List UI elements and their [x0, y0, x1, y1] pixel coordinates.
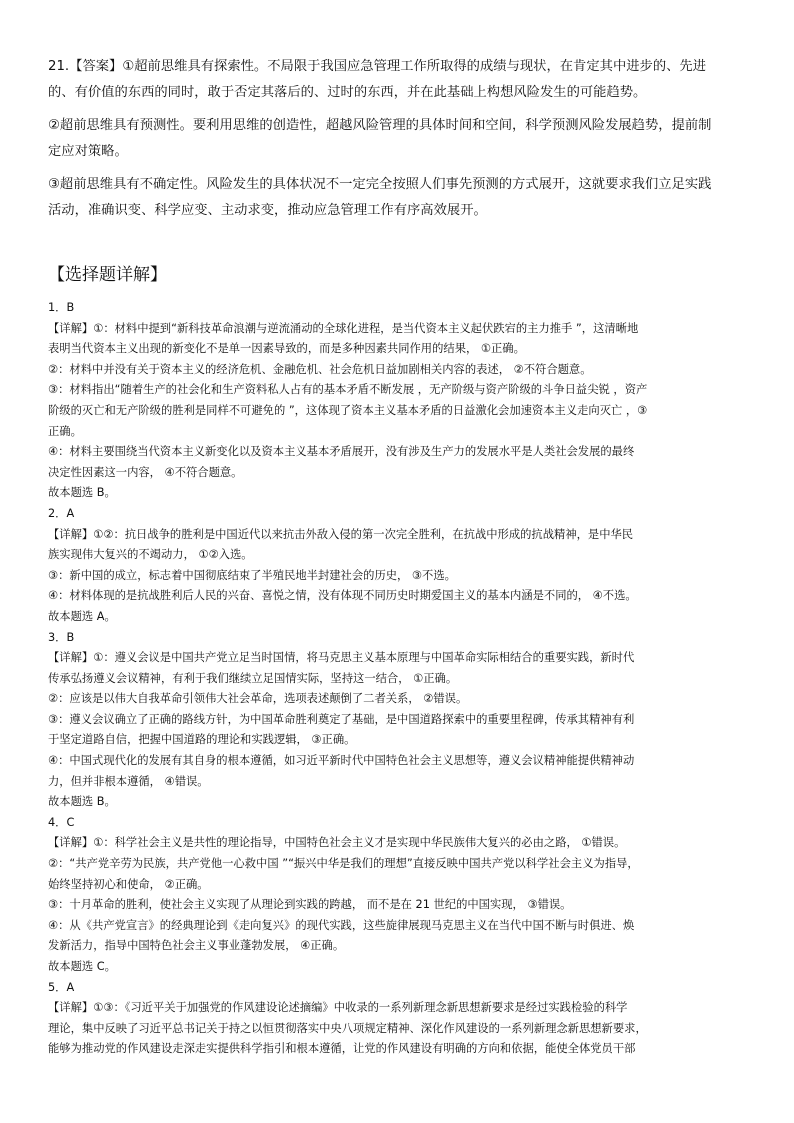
- detail-line: ②：应该是以伟大自我革命引领伟大社会革命，选项表述颠倒了二者关系， ②错误。: [48, 692, 468, 706]
- detail-line: 2．A: [48, 506, 75, 520]
- detail-line: 【详解】①：科学社会主义是共性的理论指导，中国特色社会主义才是实现中华民族伟大复兴的必由之路， ①错误。: [48, 836, 626, 850]
- section-heading: 【选择题详解】: [48, 265, 167, 285]
- detail-line: ④：材料主要围绕当代资本主义新变化以及资本主义基本矛盾展开，没有涉及生产力的发展水平是人类社会发展的最终: [48, 445, 635, 459]
- detail-line: 正确。: [48, 424, 82, 438]
- detail-line: 传承弘扬遵义会议精神，有利于我们继续立足国情实际，坚持这一结合， ①正确。: [48, 671, 458, 685]
- detail-line: 【详解】①③：《习近平关于加强党的作风建设论述摘编》中收录的一系列新理念新思想新要求是经过实践检验的科学: [48, 1001, 628, 1015]
- detail-line: 故本题选 A。: [48, 609, 116, 623]
- detail-line: 【详解】①：遵义会议是中国共产党立足当时国情，将马克思主义基本原理与中国革命实际相结合的重要实践，新时代: [48, 651, 635, 665]
- detail-line: 能够为推动党的作风建设走深走实提供科学指引和根本遵循，让党的作风建设有明确的方向和依据，能使全体党员干部: [48, 1042, 636, 1056]
- detail-line: ③：新中国的成立，标志着中国彻底结束了半殖民地半封建社会的历史， ③不选。: [48, 568, 456, 582]
- detail-line: 1．B: [48, 301, 75, 314]
- detail-line: 【详解】①：材料中提到“新科技革命浪潮与逆流涌动的全球化进程，是当代资本主义起伏跌宕的主力推手 ”，这清晰地: [48, 321, 639, 335]
- detail-line: 故本题选 C。: [48, 960, 116, 973]
- detail-line: ②：“共产党辛劳为民族，共产党他一心救中国 ”“振兴中华是我们的理想”直接反映中国共产党以科学社会主义为指导，: [48, 857, 639, 871]
- answer-21-line: 21.【答案】①超前思维具有探索性。不局限于我国应急管理工作所取得的成绩与现状，在肯定其中进步的、先进: [48, 59, 707, 74]
- detail-line: ④：从《共产党宣言》的经典理论到《走向复兴》的现代实践，这些旋律展现马克思主义在当代中国不断与时俱进、焕: [48, 918, 635, 932]
- detail-line: 3．B: [48, 630, 75, 644]
- detail-line: 表明当代资本主义出现的新变化不是单一因素导致的，而是多种因素共同作用的结果， ①正确。: [48, 342, 525, 356]
- answer-21-line: 活动，准确识变、科学应变、主动求变，推动应急管理工作有序高效展开。: [48, 203, 487, 218]
- answer-21-line: 的、有价值的东西的同时，敢于否定其落后的、过时的东西，并在此基础上构想风险发生的可能趋势。: [48, 85, 647, 100]
- detail-line: 族实现伟大复兴的不竭动力， ①②入选。: [48, 548, 253, 562]
- detail-line: 故本题选 B。: [48, 486, 116, 500]
- detail-line: ④：材料体现的是抗战胜利后人民的兴奋、喜悦之情，没有体现不同历史时期爱国主义的基本内涵是不同的， ④不选。: [48, 589, 637, 603]
- detail-line: 5．A: [48, 980, 75, 994]
- detail-line: 决定性因素这一内容， ④不符合题意。: [48, 465, 243, 479]
- detail-line: ③：十月革命的胜利，使社会主义实现了从理论到实践的跨越， 而不是在 21 世纪的中国实现， ③错误。: [48, 898, 572, 912]
- choice-question-details: [48, 298, 748, 1060]
- detail-line: 【详解】①②：抗日战争的胜利是中国近代以来抗击外敌入侵的第一次完全胜利，在抗战中形成的抗战精神，是中华民: [48, 527, 634, 541]
- answer-21-line: 定应对策略。: [48, 144, 128, 159]
- detail-line: 始终坚持初心和使命， ②正确。: [48, 877, 209, 891]
- detail-line: ③：材料指出“随着生产的社会化和生产资料私人占有的基本矛盾不断发展 ，无产阶级与资产阶级的斗争日益尖锐 ，资产: [48, 383, 648, 397]
- detail-line: 4．C: [48, 815, 75, 829]
- answer-21-line: ②超前思维具有预测性。要利用思维的创造性，超越风险管理的具体时间和空间，科学预测风险发展趋势，提前制: [48, 118, 712, 133]
- answer-21-block: [48, 54, 748, 223]
- detail-line: ③：遵义会议确立了正确的路线方针，为中国革命胜利奠定了基础，是中国道路探索中的重要里程碑，传承其精神有利: [48, 712, 635, 726]
- detail-line: 力，但并非根本遵循， ④错误。: [48, 774, 209, 788]
- answer-21-line: ③超前思维具有不确定性。风险发生的具体状况不一定完全按照人们事先预测的方式展开，这就要求我们立足实践: [48, 177, 712, 192]
- detail-line: 发新活力，指导中国特色社会主义事业蓬勃发展， ④正确。: [48, 939, 345, 953]
- detail-line: ④：中国式现代化的发展有其自身的根本遵循，如习近平新时代中国特色社会主义思想等，遵义会议精神能提供精神动: [48, 754, 635, 768]
- detail-line: 于坚定道路自信，把握中国道路的理论和实践逻辑， ③正确。: [48, 733, 356, 747]
- detail-line: 理论，集中反映了习近平总书记关于持之以恒贯彻落实中央八项规定精神、深化作风建设的一系列新理念新思想新要求，: [48, 1021, 647, 1035]
- detail-line: 阶级的灭亡和无产阶级的胜利是同样不可避免的 ”，这体现了资本主义基本矛盾的日益激化会加速资本主义走向灭亡 ，③: [48, 403, 648, 417]
- detail-line: 故本题选 B。: [48, 795, 116, 809]
- detail-line: ②：材料中并没有关于资本主义的经济危机、金融危机、社会危机日益加剧相关内容的表述， ②不符合题意。: [48, 362, 592, 376]
